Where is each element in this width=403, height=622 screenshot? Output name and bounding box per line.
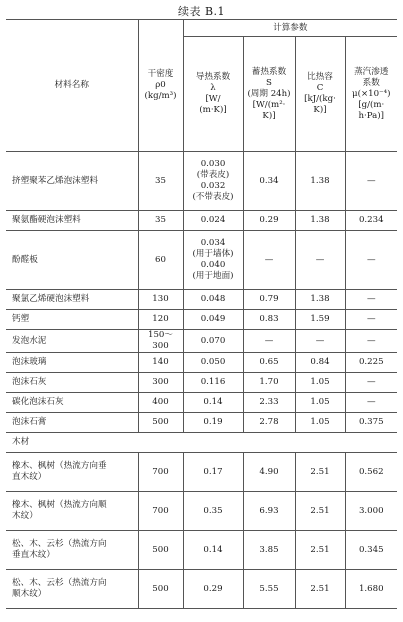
density-cell: 300 [138, 373, 183, 393]
specific-heat-cell: 2.51 [295, 570, 345, 609]
vapor-permeability-cell: — [345, 152, 397, 211]
conductivity-cell: 0.116 [183, 373, 243, 393]
conductivity-cell: 0.35 [183, 492, 243, 531]
table-row [6, 353, 397, 373]
table-row [6, 290, 397, 310]
density-cell: 700 [138, 492, 183, 531]
material-name-cell: 发泡水泥 [6, 330, 138, 353]
table-row [6, 413, 397, 433]
table-row [6, 330, 397, 353]
header-vapor-permeability: 蒸汽渗透 系数 μ(×10⁻⁴) [g/(m· h·Pa)] [345, 37, 397, 152]
vapor-permeability-cell: 0.234 [345, 211, 397, 231]
table-row [6, 373, 397, 393]
material-name-cell: 碳化泡沫石灰 [6, 393, 138, 413]
heat-storage-cell: 2.33 [243, 393, 295, 413]
material-name-cell: 橡木、枫树（热流方向垂 直木纹） [6, 453, 138, 492]
specific-heat-cell: 2.51 [295, 531, 345, 570]
table-row [6, 393, 397, 413]
vapor-permeability-cell: 3.000 [345, 492, 397, 531]
conductivity-cell: 0.29 [183, 570, 243, 609]
material-name-cell: 钙塑 [6, 310, 138, 330]
table-row [6, 211, 397, 231]
specific-heat-cell: 0.84 [295, 353, 345, 373]
specific-heat-cell: 2.51 [295, 453, 345, 492]
table-row [6, 231, 397, 290]
density-cell: 700 [138, 453, 183, 492]
conductivity-cell: 0.19 [183, 413, 243, 433]
vapor-permeability-cell: 0.562 [345, 453, 397, 492]
header-conductivity: 导热系数 λ [W/ (m·K)] [183, 37, 243, 152]
material-name-cell: 聚氯乙烯硬泡沫塑料 [6, 290, 138, 310]
specific-heat-cell: 1.38 [295, 152, 345, 211]
specific-heat-cell: 1.05 [295, 413, 345, 433]
vapor-permeability-cell: 0.345 [345, 531, 397, 570]
heat-storage-cell: 6.93 [243, 492, 295, 531]
heat-storage-cell: 0.79 [243, 290, 295, 310]
specific-heat-cell: — [295, 330, 345, 353]
material-name-cell: 橡木、枫树（热流方向顺 木纹） [6, 492, 138, 531]
conductivity-cell: 0.048 [183, 290, 243, 310]
density-cell: 35 [138, 211, 183, 231]
section-label-wood: 木材 [6, 433, 397, 453]
density-cell: 140 [138, 353, 183, 373]
conductivity-cell: 0.14 [183, 531, 243, 570]
specific-heat-cell: 1.38 [295, 290, 345, 310]
material-name-cell: 泡沫石膏 [6, 413, 138, 433]
vapor-permeability-cell: — [345, 290, 397, 310]
vapor-permeability-cell: — [345, 373, 397, 393]
specific-heat-cell: 1.05 [295, 373, 345, 393]
density-cell: 150～300 [138, 330, 183, 353]
conductivity-cell: 0.030 (带表皮) 0.032 (不带表皮) [183, 152, 243, 211]
density-cell: 500 [138, 531, 183, 570]
table-row [6, 570, 397, 609]
vapor-permeability-cell: 1.680 [345, 570, 397, 609]
specific-heat-cell: 1.05 [295, 393, 345, 413]
density-cell: 130 [138, 290, 183, 310]
density-cell: 60 [138, 231, 183, 290]
conductivity-cell: 0.14 [183, 393, 243, 413]
table-row [6, 492, 397, 531]
heat-storage-cell: — [243, 231, 295, 290]
specific-heat-cell: 1.59 [295, 310, 345, 330]
material-name-cell: 松、木、云杉（热流方向 垂直木纹） [6, 531, 138, 570]
header-material: 材料名称 [6, 20, 138, 152]
table-row [6, 531, 397, 570]
density-cell: 120 [138, 310, 183, 330]
section-row [6, 433, 397, 453]
table-caption: 续表 B.1 [177, 5, 226, 18]
material-name-cell: 松、木、云杉（热流方向 顺木纹） [6, 570, 138, 609]
density-cell: 400 [138, 393, 183, 413]
density-cell: 500 [138, 570, 183, 609]
header-specific-heat: 比热容 C [kJ/(kg· K)] [295, 37, 345, 152]
vapor-permeability-cell: — [345, 393, 397, 413]
heat-storage-cell: 3.85 [243, 531, 295, 570]
specific-heat-cell: 2.51 [295, 492, 345, 531]
conductivity-cell: 0.070 [183, 330, 243, 353]
vapor-permeability-cell: 0.225 [345, 353, 397, 373]
heat-storage-cell: 0.65 [243, 353, 295, 373]
table-row [6, 310, 397, 330]
material-params-table [6, 19, 397, 609]
heat-storage-cell: 0.83 [243, 310, 295, 330]
heat-storage-cell: 5.55 [243, 570, 295, 609]
specific-heat-cell: — [295, 231, 345, 290]
header-calc-params: 计算参数 [183, 20, 397, 37]
table-row [6, 152, 397, 211]
header-heat-storage: 蓄热系数 S (周期 24h) [W/(m²· K)] [243, 37, 295, 152]
conductivity-cell: 0.034 (用于墙体) 0.040 (用于地面) [183, 231, 243, 290]
header-density: 干密度 ρ0 (kg/m³) [138, 20, 183, 152]
material-name-cell: 聚氨酯硬泡沫塑料 [6, 211, 138, 231]
heat-storage-cell: — [243, 330, 295, 353]
table-row [6, 453, 397, 492]
density-cell: 35 [138, 152, 183, 211]
material-name-cell: 挤塑聚苯乙烯泡沫塑料 [6, 152, 138, 211]
heat-storage-cell: 2.78 [243, 413, 295, 433]
conductivity-cell: 0.049 [183, 310, 243, 330]
conductivity-cell: 0.024 [183, 211, 243, 231]
table-body [6, 152, 397, 609]
conductivity-cell: 0.17 [183, 453, 243, 492]
density-cell: 500 [138, 413, 183, 433]
vapor-permeability-cell: — [345, 330, 397, 353]
material-name-cell: 酚醛板 [6, 231, 138, 290]
heat-storage-cell: 0.29 [243, 211, 295, 231]
vapor-permeability-cell: — [345, 310, 397, 330]
heat-storage-cell: 4.90 [243, 453, 295, 492]
specific-heat-cell: 1.38 [295, 211, 345, 231]
heat-storage-cell: 0.34 [243, 152, 295, 211]
material-name-cell: 泡沫玻璃 [6, 353, 138, 373]
conductivity-cell: 0.050 [183, 353, 243, 373]
vapor-permeability-cell: — [345, 231, 397, 290]
vapor-permeability-cell: 0.375 [345, 413, 397, 433]
material-name-cell: 泡沫石灰 [6, 373, 138, 393]
heat-storage-cell: 1.70 [243, 373, 295, 393]
